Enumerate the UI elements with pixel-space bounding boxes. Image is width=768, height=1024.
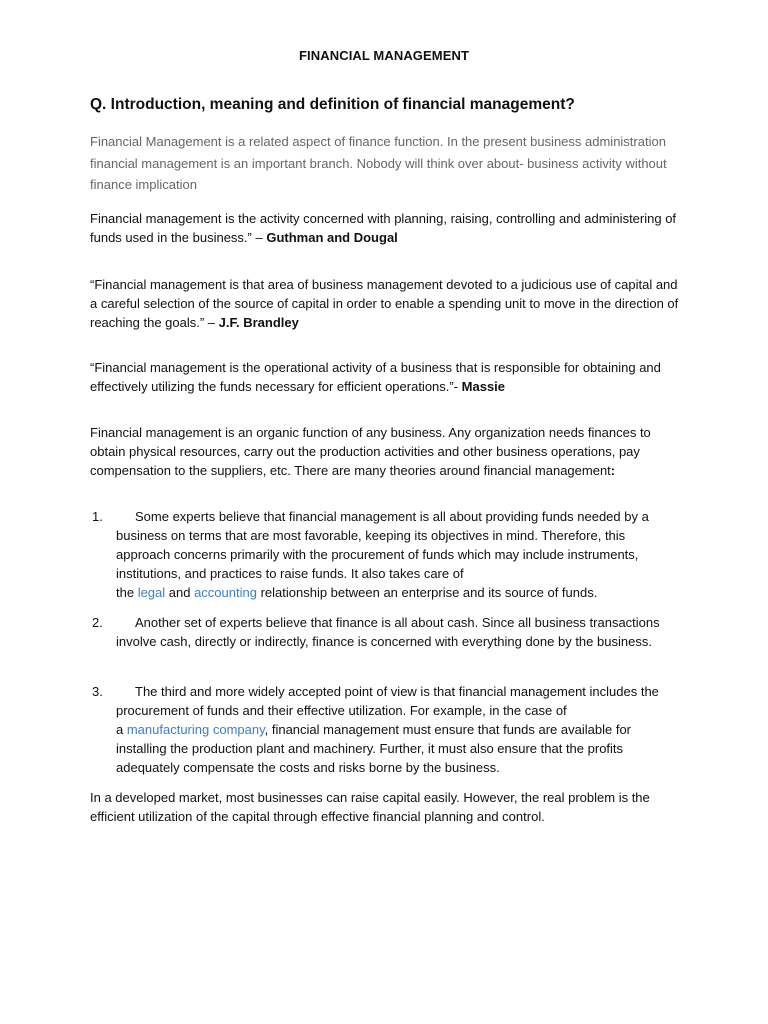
list-text: Some experts believe that financial management is all about providing funds needed by a business on terms that are most favorable, keeping its objectives in mind. Therefore, this approach concerns primarily with the procurement of funds which may include instruments, institutions, and practices to raise funds. It also takes care of — [116, 509, 649, 581]
legal-link[interactable]: legal — [137, 585, 166, 600]
list-text: relationship between an enterprise and its source of funds. — [256, 585, 598, 600]
list-text: The third and more widely accepted point of view is that financial management includes the procurement of funds and their effective utilization. For example, in the case of — [116, 684, 659, 718]
intro-paragraph: Financial Management is a related aspect of finance function. In the present business administration financial management is an important branch. Nobody will think over about- business activity without finance implication — [90, 134, 667, 192]
manufacturing-company-link[interactable]: manufacturing company — [126, 722, 265, 737]
list-text: the — [116, 585, 138, 600]
definition-text: “Financial management is the operational activity of a business that is responsible for obtaining and effectively utilizing the funds necessary for efficient operations.”- — [90, 360, 661, 394]
list-item-body — [116, 507, 682, 602]
document-title: FINANCIAL MANAGEMENT — [298, 48, 470, 63]
list-item — [92, 682, 682, 777]
definition-brandley — [90, 275, 680, 332]
list-item — [92, 613, 682, 651]
organic-function-paragraph — [90, 423, 680, 480]
definition-massie — [90, 358, 680, 396]
paragraph-colon: : — [610, 463, 616, 478]
list-number: 2. — [92, 615, 103, 630]
definition-guthman — [90, 209, 680, 247]
question-heading: Q. Introduction, meaning and definition of financial management? — [90, 96, 575, 113]
list-text: a — [116, 722, 127, 737]
definition-author: J.F. Brandley — [218, 315, 299, 330]
list-text: Another set of experts believe that finance is all about cash. Since all business transactions involve cash, directly or indirectly, finance is concerned with everything done by the business. — [116, 615, 660, 649]
list-item-body — [116, 682, 682, 777]
definition-author: Massie — [461, 379, 506, 394]
paragraph-text: Financial management is an organic function of any business. Any organization needs finances to obtain physical resources, carry out the production activities and other business operations, pay compensation to the suppliers, etc. There are many theories around financial management — [90, 425, 651, 478]
list-item — [92, 507, 682, 602]
list-item-body — [116, 613, 682, 651]
definition-text: “Financial management is that area of business management devoted to a judicious use of capital and a careful selection of the source of capital in order to enable a spending unit to move in the direction of reaching the goals.” – — [90, 277, 679, 330]
list-text: , financial management must ensure that funds are available for installing the production plant and machinery. Further, it must also ensure that the profits adequately compensate the costs and risks borne by the business. — [116, 722, 631, 775]
list-text: and — [165, 585, 195, 600]
list-number: 1. — [92, 509, 103, 524]
list-number: 3. — [92, 684, 103, 699]
definition-author: Guthman and Dougal — [266, 230, 398, 245]
accounting-link[interactable]: accounting — [194, 585, 257, 600]
definition-text: Financial management is the activity concerned with planning, raising, controlling and administering of funds used in the business.” – — [90, 211, 677, 245]
closing-paragraph: In a developed market, most businesses can raise capital easily. However, the real problem is the efficient utilization of the capital through effective financial planning and control. — [90, 790, 650, 824]
